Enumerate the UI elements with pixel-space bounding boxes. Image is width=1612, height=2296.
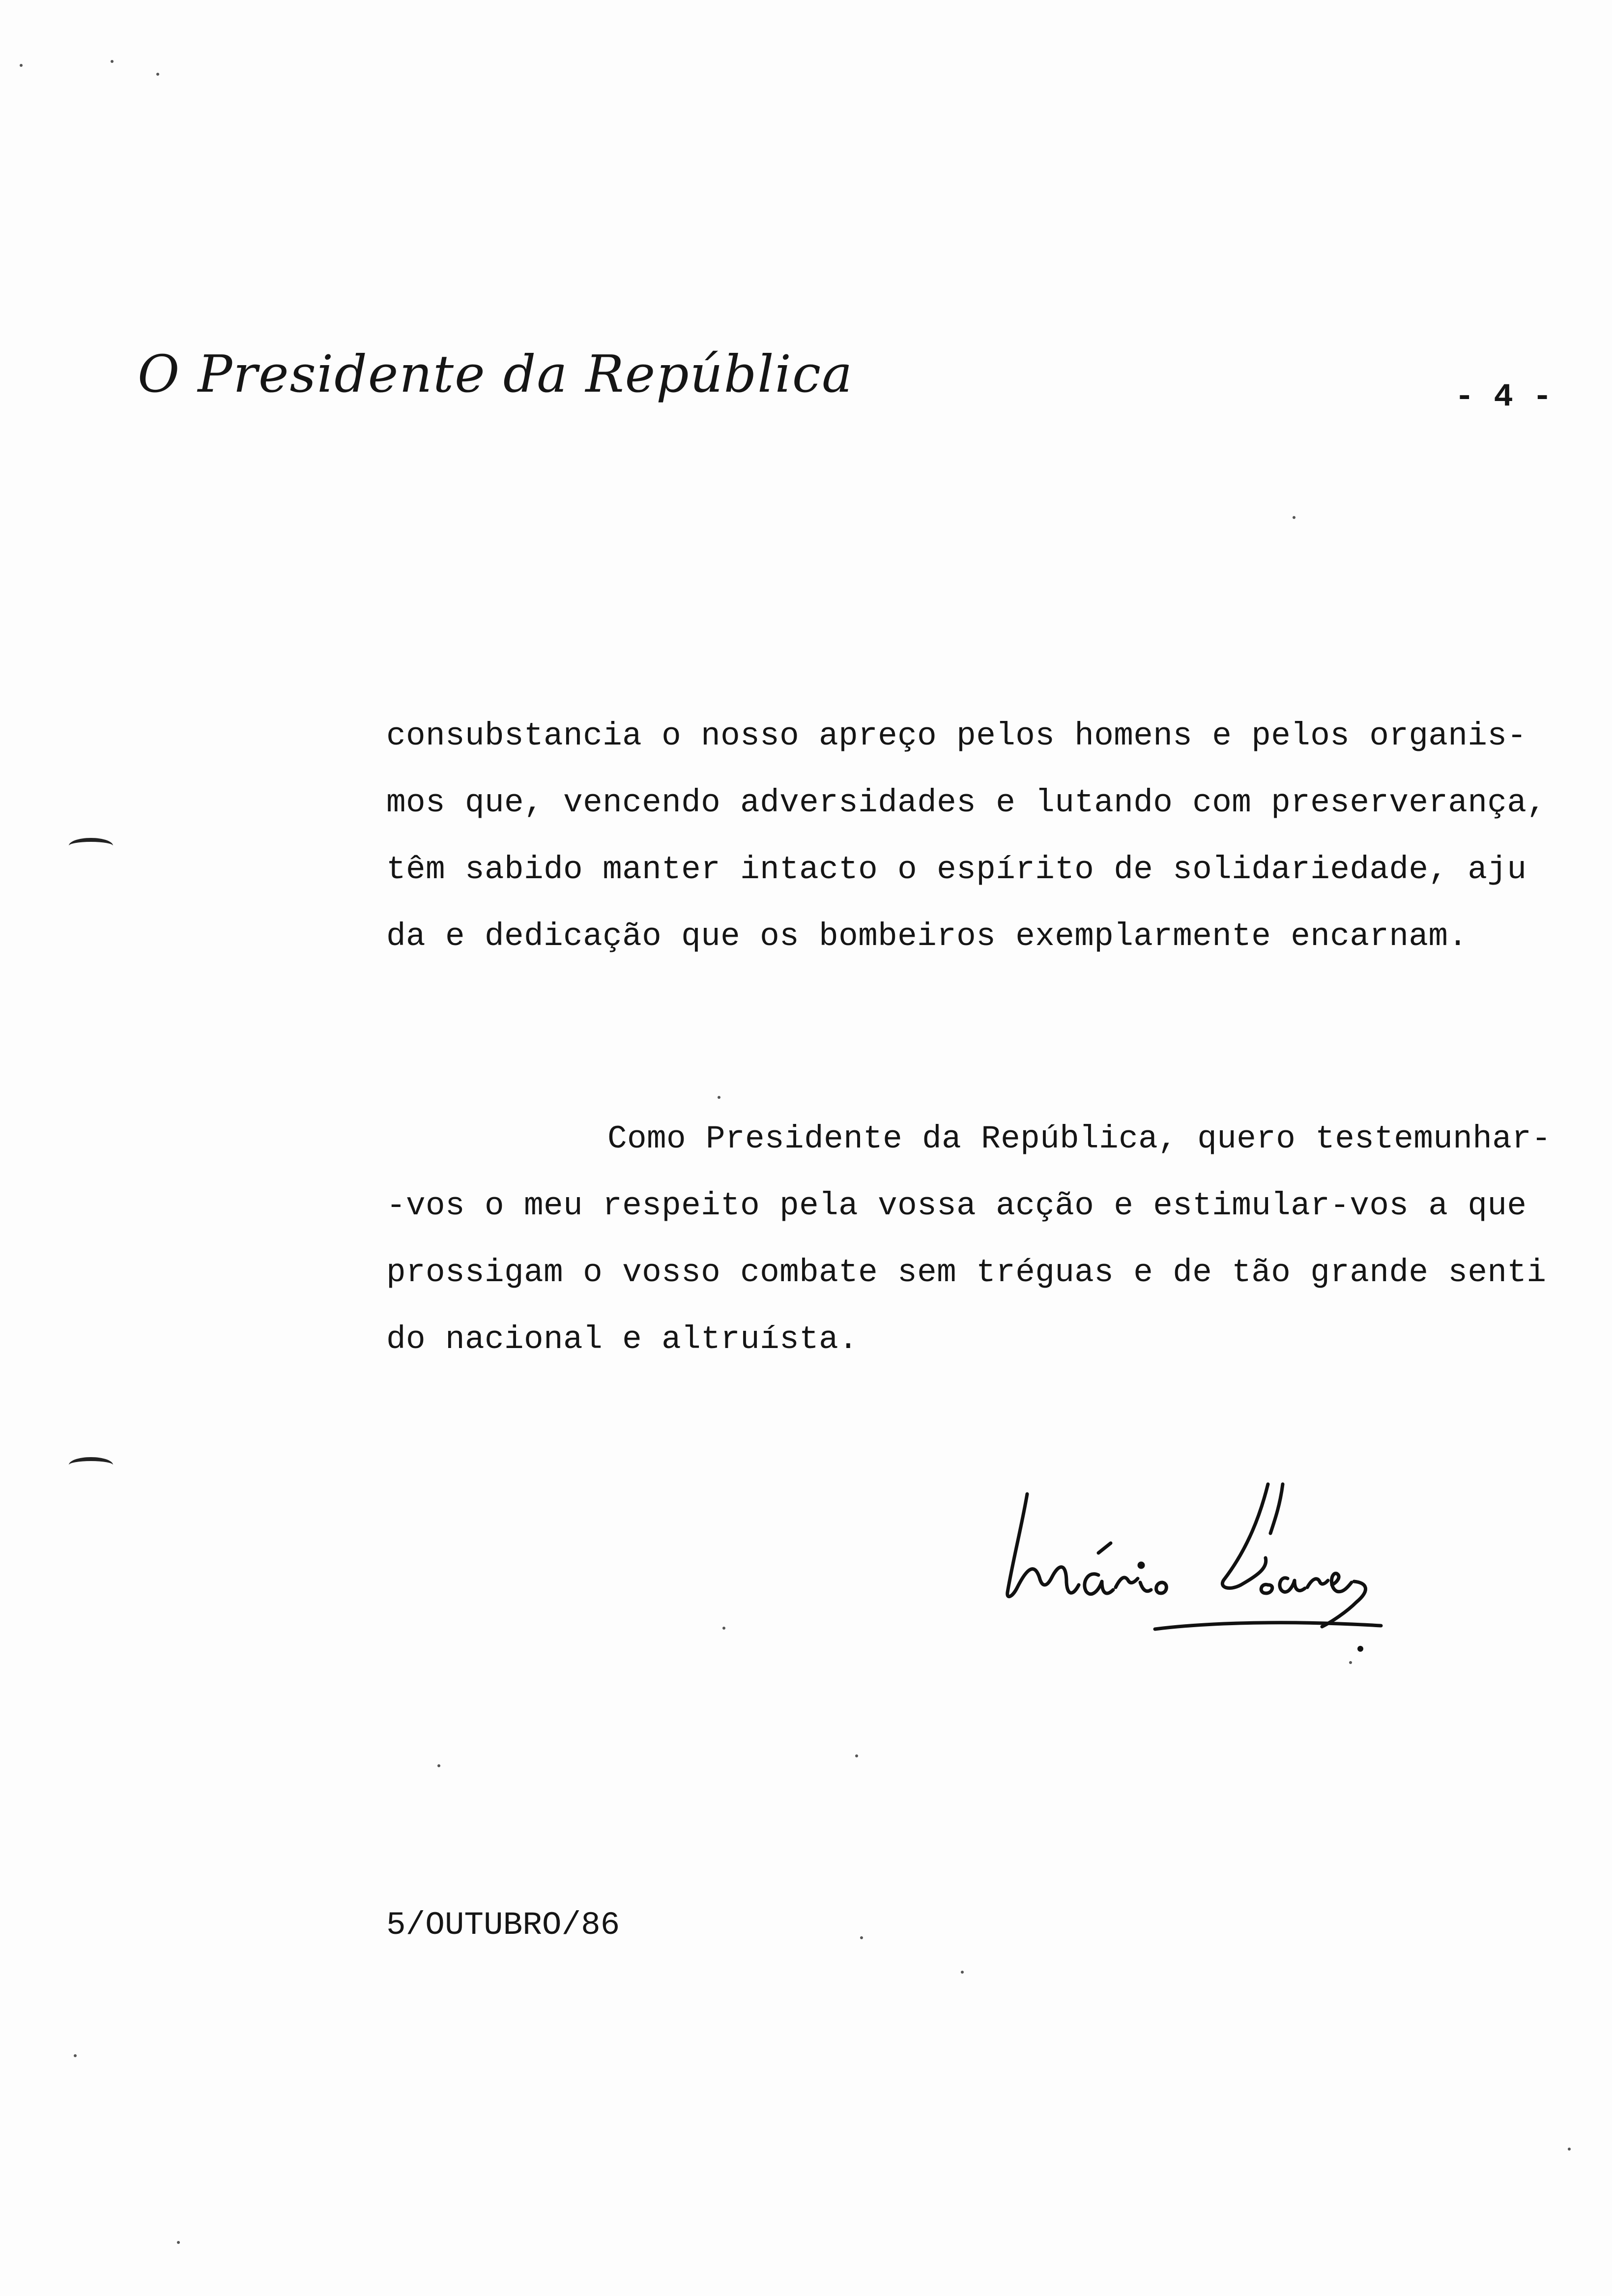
scan-speck [1293, 516, 1295, 519]
scan-speck [1568, 2148, 1571, 2151]
paragraph-line: consubstancia o nosso apreço pelos homens e pelos organis- [386, 718, 1527, 754]
scan-mark [69, 1457, 113, 1473]
document-date: 5/OUTUBRO/86 [386, 1907, 620, 1944]
paragraph-line: mos que, vencendo adversidades e lutando com preserverança, [386, 784, 1547, 821]
scan-speck [718, 1096, 720, 1099]
paragraph-line: prossigam o vosso combate sem tréguas e de tão grande senti [386, 1254, 1547, 1291]
scan-speck [20, 64, 23, 67]
scan-speck [111, 60, 114, 63]
scan-speck [855, 1754, 858, 1757]
scan-speck [177, 2241, 180, 2244]
paragraph-2 [386, 1106, 1612, 1373]
paragraph-1 [386, 703, 1612, 970]
paragraph-line: do nacional e altruísta. [386, 1321, 859, 1358]
scan-speck [860, 1936, 863, 1939]
handwritten-signature [993, 1464, 1396, 1671]
paragraph-line: da e dedicação que os bombeiros exemplarmente encarnam. [386, 918, 1468, 955]
scan-speck [722, 1627, 725, 1630]
scan-speck [437, 1764, 440, 1767]
scan-mark [69, 838, 113, 854]
scan-speck [156, 73, 159, 76]
scan-speck [74, 2054, 77, 2057]
paragraph-line: -vos o meu respeito pela vossa acção e estimular-vos a que [386, 1187, 1527, 1224]
page-number: - 4 - [1455, 378, 1553, 415]
paragraph-line: Como Presidente da República, quero testemunhar- [607, 1120, 1552, 1157]
letterhead-title: O Presidente da República [138, 344, 854, 404]
scan-speck [961, 1971, 964, 1974]
paragraph-line: têm sabido manter intacto o espírito de solidariedade, aju [386, 851, 1527, 888]
